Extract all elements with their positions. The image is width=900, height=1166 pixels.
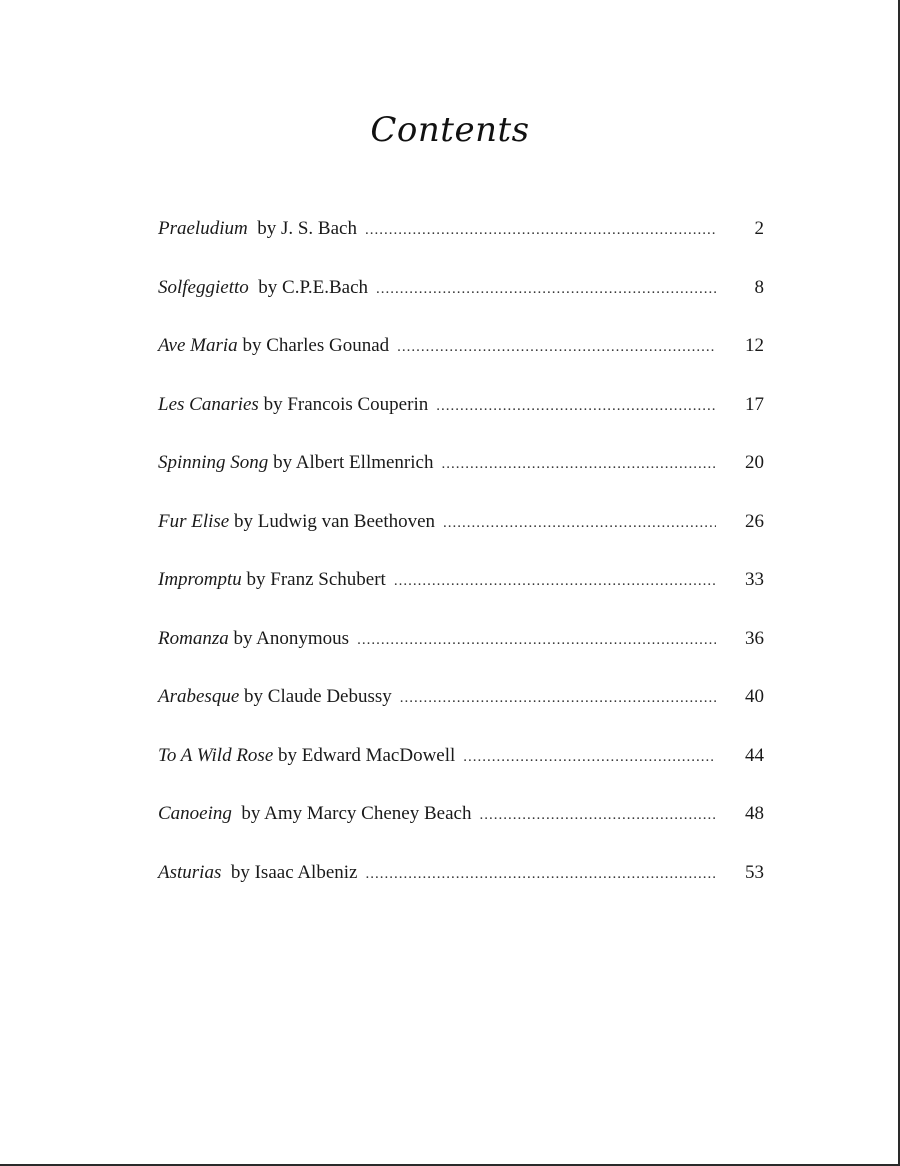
dot-leader bbox=[479, 800, 716, 830]
toc-entry bbox=[158, 390, 764, 449]
composer-name: by C.P.E.Bach bbox=[258, 276, 369, 298]
toc-entry bbox=[158, 214, 764, 273]
composer-name: by Albert Ellmenrich bbox=[273, 452, 434, 473]
piece-title: Les Canaries bbox=[158, 393, 259, 415]
toc-entry bbox=[158, 565, 764, 624]
composer-name: by Franz Schubert bbox=[246, 569, 386, 590]
dot-leader bbox=[394, 566, 716, 596]
entry-text bbox=[158, 273, 368, 303]
piece-title: Arabesque bbox=[158, 686, 240, 707]
dot-leader bbox=[443, 508, 716, 538]
dot-leader bbox=[441, 449, 716, 479]
composer-name: by Anonymous bbox=[233, 627, 350, 649]
piece-title: Romanza bbox=[158, 627, 229, 649]
piece-title: To A Wild Rose bbox=[158, 744, 274, 766]
entry-text bbox=[158, 799, 471, 829]
page-number: 33 bbox=[745, 569, 764, 590]
entry-text bbox=[158, 331, 389, 361]
entry-text bbox=[158, 214, 357, 244]
page-number: 12 bbox=[745, 335, 764, 356]
toc-entry bbox=[158, 858, 764, 917]
entry-text bbox=[158, 741, 455, 771]
dot-leader bbox=[357, 625, 716, 655]
piece-title: Solfeggietto bbox=[158, 276, 249, 298]
entry-text bbox=[158, 565, 386, 595]
page-number: 40 bbox=[745, 686, 764, 707]
composer-name: by J. S. Bach bbox=[257, 218, 357, 239]
page-number: 8 bbox=[754, 276, 764, 298]
page-title: Contents bbox=[370, 110, 530, 150]
piece-title: Praeludium bbox=[158, 218, 248, 239]
table-of-contents bbox=[158, 214, 764, 916]
composer-name: by Francois Couperin bbox=[263, 393, 429, 415]
piece-title: Canoeing bbox=[158, 803, 232, 824]
toc-entry bbox=[158, 448, 764, 507]
entry-text bbox=[158, 507, 435, 537]
composer-name: by Claude Debussy bbox=[244, 686, 392, 707]
page-number: 20 bbox=[745, 452, 764, 473]
toc-entry bbox=[158, 682, 764, 741]
dot-leader bbox=[365, 859, 716, 889]
entry-text bbox=[158, 448, 433, 478]
page-number: 17 bbox=[745, 393, 764, 415]
page-number: 48 bbox=[745, 803, 764, 824]
page-number: 44 bbox=[745, 744, 764, 766]
piece-title: Fur Elise bbox=[158, 510, 230, 532]
toc-entry bbox=[158, 741, 764, 800]
composer-name: by Amy Marcy Cheney Beach bbox=[241, 803, 472, 824]
composer-name: by Ludwig van Beethoven bbox=[234, 510, 436, 532]
piece-title: Asturias bbox=[158, 861, 222, 883]
dot-leader bbox=[400, 683, 716, 713]
toc-entry bbox=[158, 799, 764, 858]
entry-text bbox=[158, 858, 357, 888]
dot-leader bbox=[376, 274, 716, 304]
toc-entry bbox=[158, 273, 764, 332]
entry-text bbox=[158, 624, 349, 654]
dot-leader bbox=[397, 332, 716, 362]
dot-leader bbox=[436, 391, 716, 421]
page-number: 36 bbox=[745, 627, 764, 649]
piece-title: Impromptu bbox=[158, 569, 242, 590]
page-number: 53 bbox=[745, 861, 764, 883]
entry-text bbox=[158, 390, 428, 420]
dot-leader bbox=[365, 215, 716, 245]
toc-entry bbox=[158, 331, 764, 390]
entry-text bbox=[158, 682, 392, 712]
piece-title: Ave Maria bbox=[158, 335, 238, 356]
page-number: 26 bbox=[745, 510, 764, 532]
composer-name: by Charles Gounad bbox=[242, 335, 390, 356]
composer-name: by Isaac Albeniz bbox=[230, 861, 358, 883]
page-number: 2 bbox=[754, 218, 764, 239]
composer-name: by Edward MacDowell bbox=[278, 744, 456, 766]
toc-entry bbox=[158, 507, 764, 566]
piece-title: Spinning Song bbox=[158, 452, 269, 473]
dot-leader bbox=[463, 742, 716, 772]
toc-entry bbox=[158, 624, 764, 683]
